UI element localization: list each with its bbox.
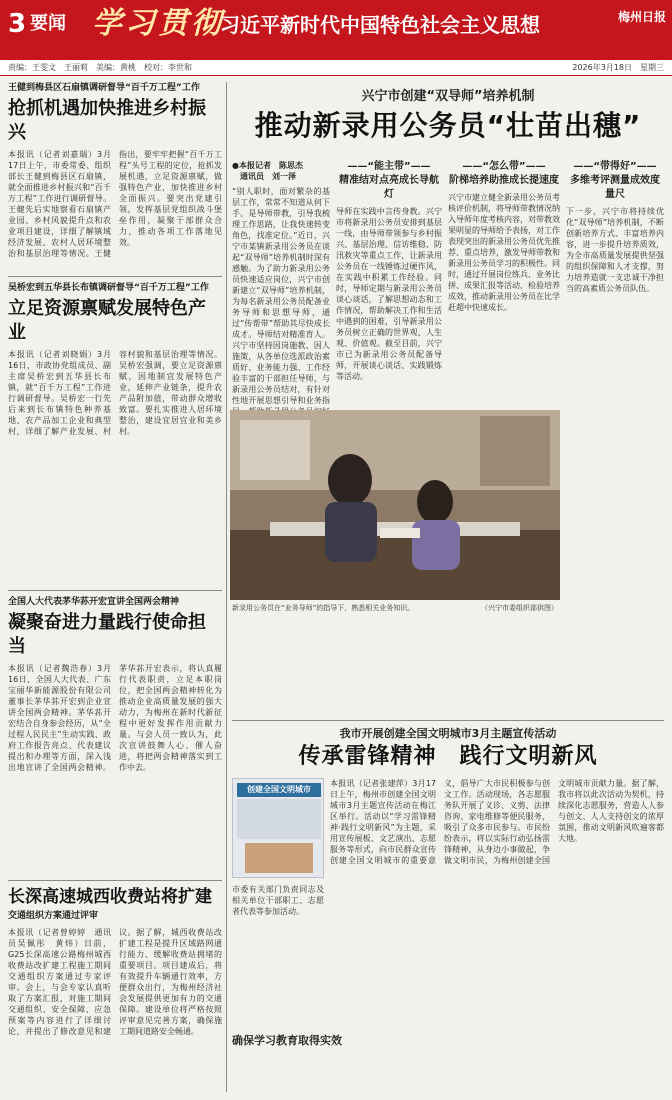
lead-photo <box>230 410 560 600</box>
photo-credit: （兴宁市委组织部供图） <box>481 604 558 612</box>
lead-body-4: 下一步，兴宁市将持续优化“双导师”培养机制，不断创新培养方式、丰富培养内容，进一步提升培养质效，为全市高质量发展提供坚强的组织保障和人才支撑，努力培养造就一支忠诚干净担当的高素质公务员队伍。 <box>566 207 664 293</box>
story-6-body-extra: 市委有关部门负责同志及相关单位干部职工、志愿者代表等参加活动。 <box>232 885 324 916</box>
story-1-kicker: 王健到梅县区石扇镇调研督导“百千万工程”工作 <box>8 83 200 93</box>
info-bar <box>0 60 672 76</box>
story-4-body: 本报讯（记者曾婷婷 通讯员吴佩彤 黄炜）日前，G25长深高速公路梅州城西收费站改扩建工程施工期间交通组织方案通过专家评审。会上，与会专家认真听取了方案汇报，对施工期间交通组织、安全保障、应急预案等内容进行了详细讨论，并提出了修改意见和建议。据了解，城西收费站改扩建工程是提升区域路网通行能力、缓解收费站拥堵的重要项目。项目建成后，将有效提升车辆通行效率，方便群众出行，为梅州经济社会发展提供更加有力的交通保障。建设单位将严格按照评审意见完善方案，确保施工期间道路安全畅通。 <box>8 928 222 1036</box>
section-name: 要闻 <box>30 13 66 34</box>
lead-body-3: 兴宁市建立健全新录用公务员考核评价机制，将导师带教情况纳入导师年度考核内容，对带教效果明显的导师给予表扬，对工作表现突出的新录用公务员优先推荐、重点培养，激发导师带教和新录用公务员学习的积极性。同时，通过开展岗位练兵、业务比拼、成果汇报等活动，检验培养成效，推动新录用公务员在比学赶超中快速成长。 <box>448 193 560 312</box>
photo-caption-text: 新录用公务员在“业务导师”的指导下，熟悉相关业务知识。 <box>232 604 415 612</box>
lead-subhead-1: ——“能主带”—— 精准结对点亮成长导航灯 <box>339 161 439 200</box>
newspaper-logo: 梅州日报 <box>617 10 666 24</box>
civilization-poster <box>232 778 324 878</box>
lead-subhead-3: ——“带得好”—— 多维考评测量成效度量尺 <box>570 161 660 200</box>
story-3-headline: 凝聚奋进力量践行使命担当 <box>8 612 206 657</box>
lead-body-2: 导师在实践中言传身教。兴宁市将新录用公务员安排到基层一线，由导师带领参与乡村振兴、基层治理、信访维稳、防汛救灾等重点工作，让新录用公务员在一线锤炼过硬作风，在实践中积累工作经验。同时，导师定期与新录用公务员谈心谈话，了解思想动态和工作情况，帮助解决工作和生活中遇到的困难，引导新录用公务员树立正确的世界观、人生观、价值观。截至目前，兴宁市已为新录用公务员配备导师，开展谈心谈话、实践锻炼等活动。 <box>336 207 442 381</box>
masthead <box>0 0 672 60</box>
lead-story-header <box>232 88 664 158</box>
lead-col-4 <box>566 160 664 720</box>
story-6-body-text: 本报讯（记者张建萍）3月17日上午，梅州市创建全国文明城市3月主题宣传活动在梅江区举行。活动以“学习雷锋精神·践行文明新风”为主题，采用宣传展板、文艺演出、志愿服务等形式，向市民群众宣传创建全国文明城市的重要意义，倡导广大市民积极参与创文工作。活动现场，各志愿服务队开展了义诊、义剪、法律咨询、家电维修等便民服务，吸引了众多市民参与。市民纷纷表示，将以实际行动弘扬雷锋精神，从身边小事做起，争做文明市民，为梅州创建全国文明城市贡献力量。据了解，我市将以此次活动为契机，持续深化志愿服务，营造人人参与创文、人人支持创文的浓厚氛围，推动文明新风吹遍客都大地。 <box>330 779 664 865</box>
lead-body-1: “别人职时，面对繁杂的基层工作，常常不知道从何下手。是导师带教，引导我梳理工作思路，让我快速转变角色，找准定位。”近日，兴宁市某镇新录用公务员在谈起“双导师”培养机制时深有感触。为了助力新录用公务员快速适应岗位，兴宁市创新建立“双导师”培养机制，为每名新录用公务员配备业务导师和思想导师，通过“传帮带”帮助其尽快成长成才。导师结对精准育人。兴宁市坚持因岗施教、因人施策，从各单位选派政治素质好、业务能力强、工作经验丰富的干部担任导师，与新录用公务员结对，有针对性地开展思想引导和业务指 <box>232 187 330 405</box>
photo-caption <box>232 602 562 614</box>
story-6-footer <box>232 1034 664 1094</box>
divider <box>8 880 222 881</box>
story-4-headline: 长深高速城西收费站将扩建 <box>8 887 212 907</box>
lead-photo-image <box>230 410 560 600</box>
story-4-subhead: 交通组织方案通过评审 <box>8 911 99 921</box>
section-subtitle: 习近平新时代中国特色社会主义思想 <box>220 13 540 37</box>
story-6-subhead: 确保学习教育取得实效 <box>232 1034 342 1047</box>
lead-subhead-2: ——“怎么带”—— 阶梯培养助推成长提速度 <box>449 161 559 186</box>
story-2-body: 本报讯（记者刘晓娟）3月16日，市政协党组成员、副主席吴桥宏到五华县长布镇，就“百千万工程”工作进行调研督导。吴桥宏一行先后来到长布镇特色种养基地、农产品加工企业和典型村，详细了解产业发展、村容村貌和基层治理等情况。吴桥宏强调，要立足资源禀赋，因地制宜发展特色产业，延伸产业链条，提升农产品附加值，带动群众增收致富。要扎实推进人居环境整治，建设宜居宜业和美乡村。 <box>8 350 222 436</box>
lead-col-3 <box>448 160 560 406</box>
editor-credits: 责编：王雯文 王丽莉 美编：黄桃 校对：李世和 <box>8 63 192 72</box>
story-1 <box>8 82 222 272</box>
story-6-col-1 <box>232 884 324 1028</box>
lead-headline: 推动新录用公务员“壮苗出穗” <box>254 109 642 142</box>
story-3-kicker: 全国人大代表茅华荪开宏宣讲全国两会精神 <box>8 597 180 607</box>
divider <box>232 720 664 721</box>
story-6-header <box>232 726 664 776</box>
lead-kicker: 兴宁市创建“双导师”培养机制 <box>361 89 535 104</box>
story-6-headline: 传承雷锋精神 践行文明新风 <box>298 744 598 769</box>
story-1-headline: 抢抓机遇加快推进乡村振兴 <box>8 98 206 143</box>
divider <box>8 276 222 277</box>
story-4 <box>8 886 222 1096</box>
story-3 <box>8 596 222 876</box>
story-6-body <box>330 778 664 1028</box>
poster-graphic <box>245 843 313 873</box>
story-2-headline: 立足资源禀赋发展特色产业 <box>8 298 206 343</box>
poster-graphic <box>237 799 321 839</box>
column-divider <box>226 82 227 1092</box>
divider <box>8 590 222 591</box>
story-2 <box>8 282 222 582</box>
story-2-kicker: 吴桥宏到五华县长布镇调研督导“百千万工程”工作 <box>8 283 209 293</box>
story-3-body: 本报讯（记者魏浩春）3月16日，全国人大代表、广东宝丽华新能源股份有限公司董事长茅华荪开宏到企业宣讲全国两会精神。茅华荪开宏结合自身参会经历，从“全过程人民民主”生动实践、政府工作报告亮点、代表建议提出和办理等方面，深入浅出地宣讲了全国两会精神。茅华荪开宏表示，将认真履行代表职责，立足本职岗位，把全国两会精神转化为推动企业高质量发展的强大动力，为梅州在新时代新征程中更好发挥作用贡献力量。与会人员一致认为，此次宣讲鼓舞人心、催人奋进，将把两会精神落实到工作中去。 <box>8 664 222 772</box>
lead-col-2 <box>336 160 442 406</box>
lead-byline: ●本报记者 陈思杰 通讯员 刘一泽 <box>232 161 303 181</box>
poster-title: 创建全国文明城市 <box>237 783 321 797</box>
calligraphy-title: 学习贯彻 <box>92 6 224 41</box>
story-1-body: 本报讯（记者刘嘉瑞）3月17日上午，市委常委、组织部长王健到梅县区石扇镇，就全面推进乡村振兴和“百千万工程”工作进行调研督导。王健先后实地察看石扇镇产业园、乡村风貌提升点和农业项目建设，详细了解镇域经济发展、农村人居环境整治和基层治理等情况。王健指出，要牢牢把握“百千万工程”头号工程的定位，抢抓发展机遇，立足资源禀赋，做强特色产业，加快推进乡村全面振兴。要突出党建引领，发挥基层党组织战斗堡垒作用，凝聚干部群众合力，推动各项工作落地见效。 <box>8 150 222 258</box>
issue-date: 2026年3月18日 星期三 <box>572 63 664 72</box>
lead-col-1 <box>232 160 330 406</box>
page-number: 3 <box>8 9 27 39</box>
story-6-kicker: 我市开展创建全国文明城市3月主题宣传活动 <box>339 727 557 740</box>
